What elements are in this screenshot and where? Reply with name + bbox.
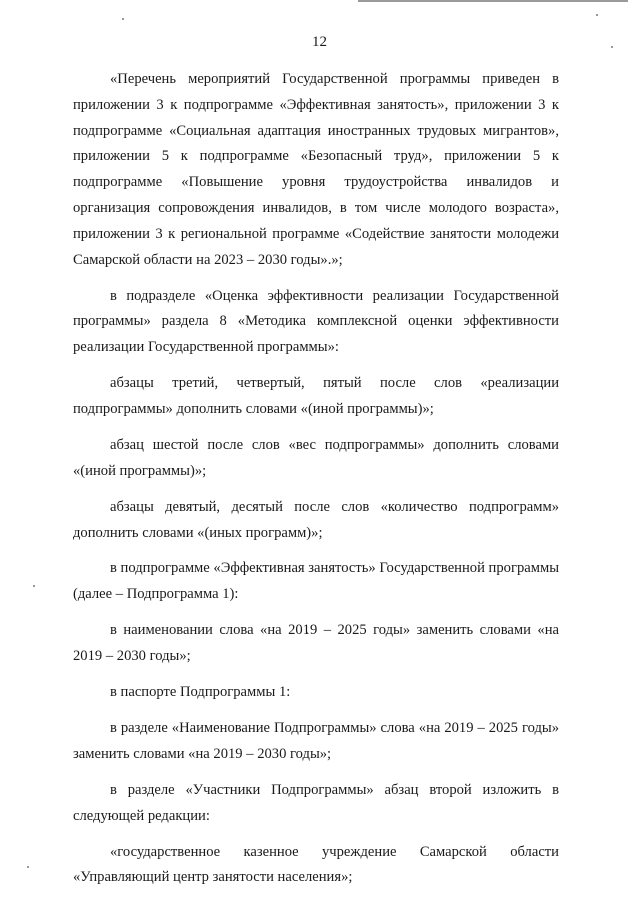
paragraph-abzacy-3-4-5: абзацы третий, четвертый, пятый после слов «реализации подпрограммы» дополнить словами «(иной программы)»; — [73, 375, 559, 417]
scan-speck — [27, 866, 29, 868]
scan-speck — [33, 585, 35, 587]
paragraph-naming-years: в наименовании слова «на 2019 – 2025 годы» заменить словами «на 2019 – 2030 годы»; — [73, 622, 559, 665]
paragraph-efficiency-subsection: в подразделе «Оценка эффективности реализации Государственной программы» раздела 8 «Методика комплексной оценки эффективности реализации Государственной программы»: — [73, 287, 559, 356]
top-scan-edge-line — [358, 0, 628, 2]
scan-speck — [122, 18, 124, 20]
paragraph-abzac-6: абзац шестой после слов «вес подпрограммы» дополнить словами «(иной программы)»; — [73, 436, 559, 479]
document-body — [73, 67, 559, 901]
paragraph-abzacy-9-10: абзацы девятый, десятый после слов «количество подпрограмм» дополнить словами «(иных программ)»; — [73, 498, 559, 541]
paragraph-section-participants: в разделе «Участники Подпрограммы» абзац второй изложить в следующей редакции: — [73, 781, 559, 824]
scan-speck — [596, 14, 598, 16]
page-number: 12 — [312, 34, 327, 50]
paragraph-event-list: «Перечень мероприятий Государственной программы приведен в приложении 3 к подпрограмме «Эффективная занятость», приложении 3 к подпрограмме «Социальная адаптация иностранных трудовых мигрантов», приложении 5 к подпрограмме «Безопасный труд», приложении 5 к подпрограмме «Повышение уровня трудоустройства инвалидов и организация сопровождения инвалидов, в том числе молодого возраста», приложении 3 к региональной программе «Содействие занятости молодежи Самарской области на 2023 – 2030 годы».»; — [73, 71, 559, 268]
paragraph-institution: «государственное казенное учреждение Самарской области «Управляющий центр занятости населения»; — [73, 843, 559, 886]
paragraph-section-naming: в разделе «Наименование Подпрограммы» слова «на 2019 – 2025 годы» заменить словами «на 2019 – 2030 годы»; — [73, 720, 559, 762]
paragraph-passport: в паспорте Подпрограммы 1: — [110, 684, 291, 701]
paragraph-subprogram-1: в подпрограмме «Эффективная занятость» Государственной программы (далее – Подпрограмма 1): — [73, 560, 559, 603]
